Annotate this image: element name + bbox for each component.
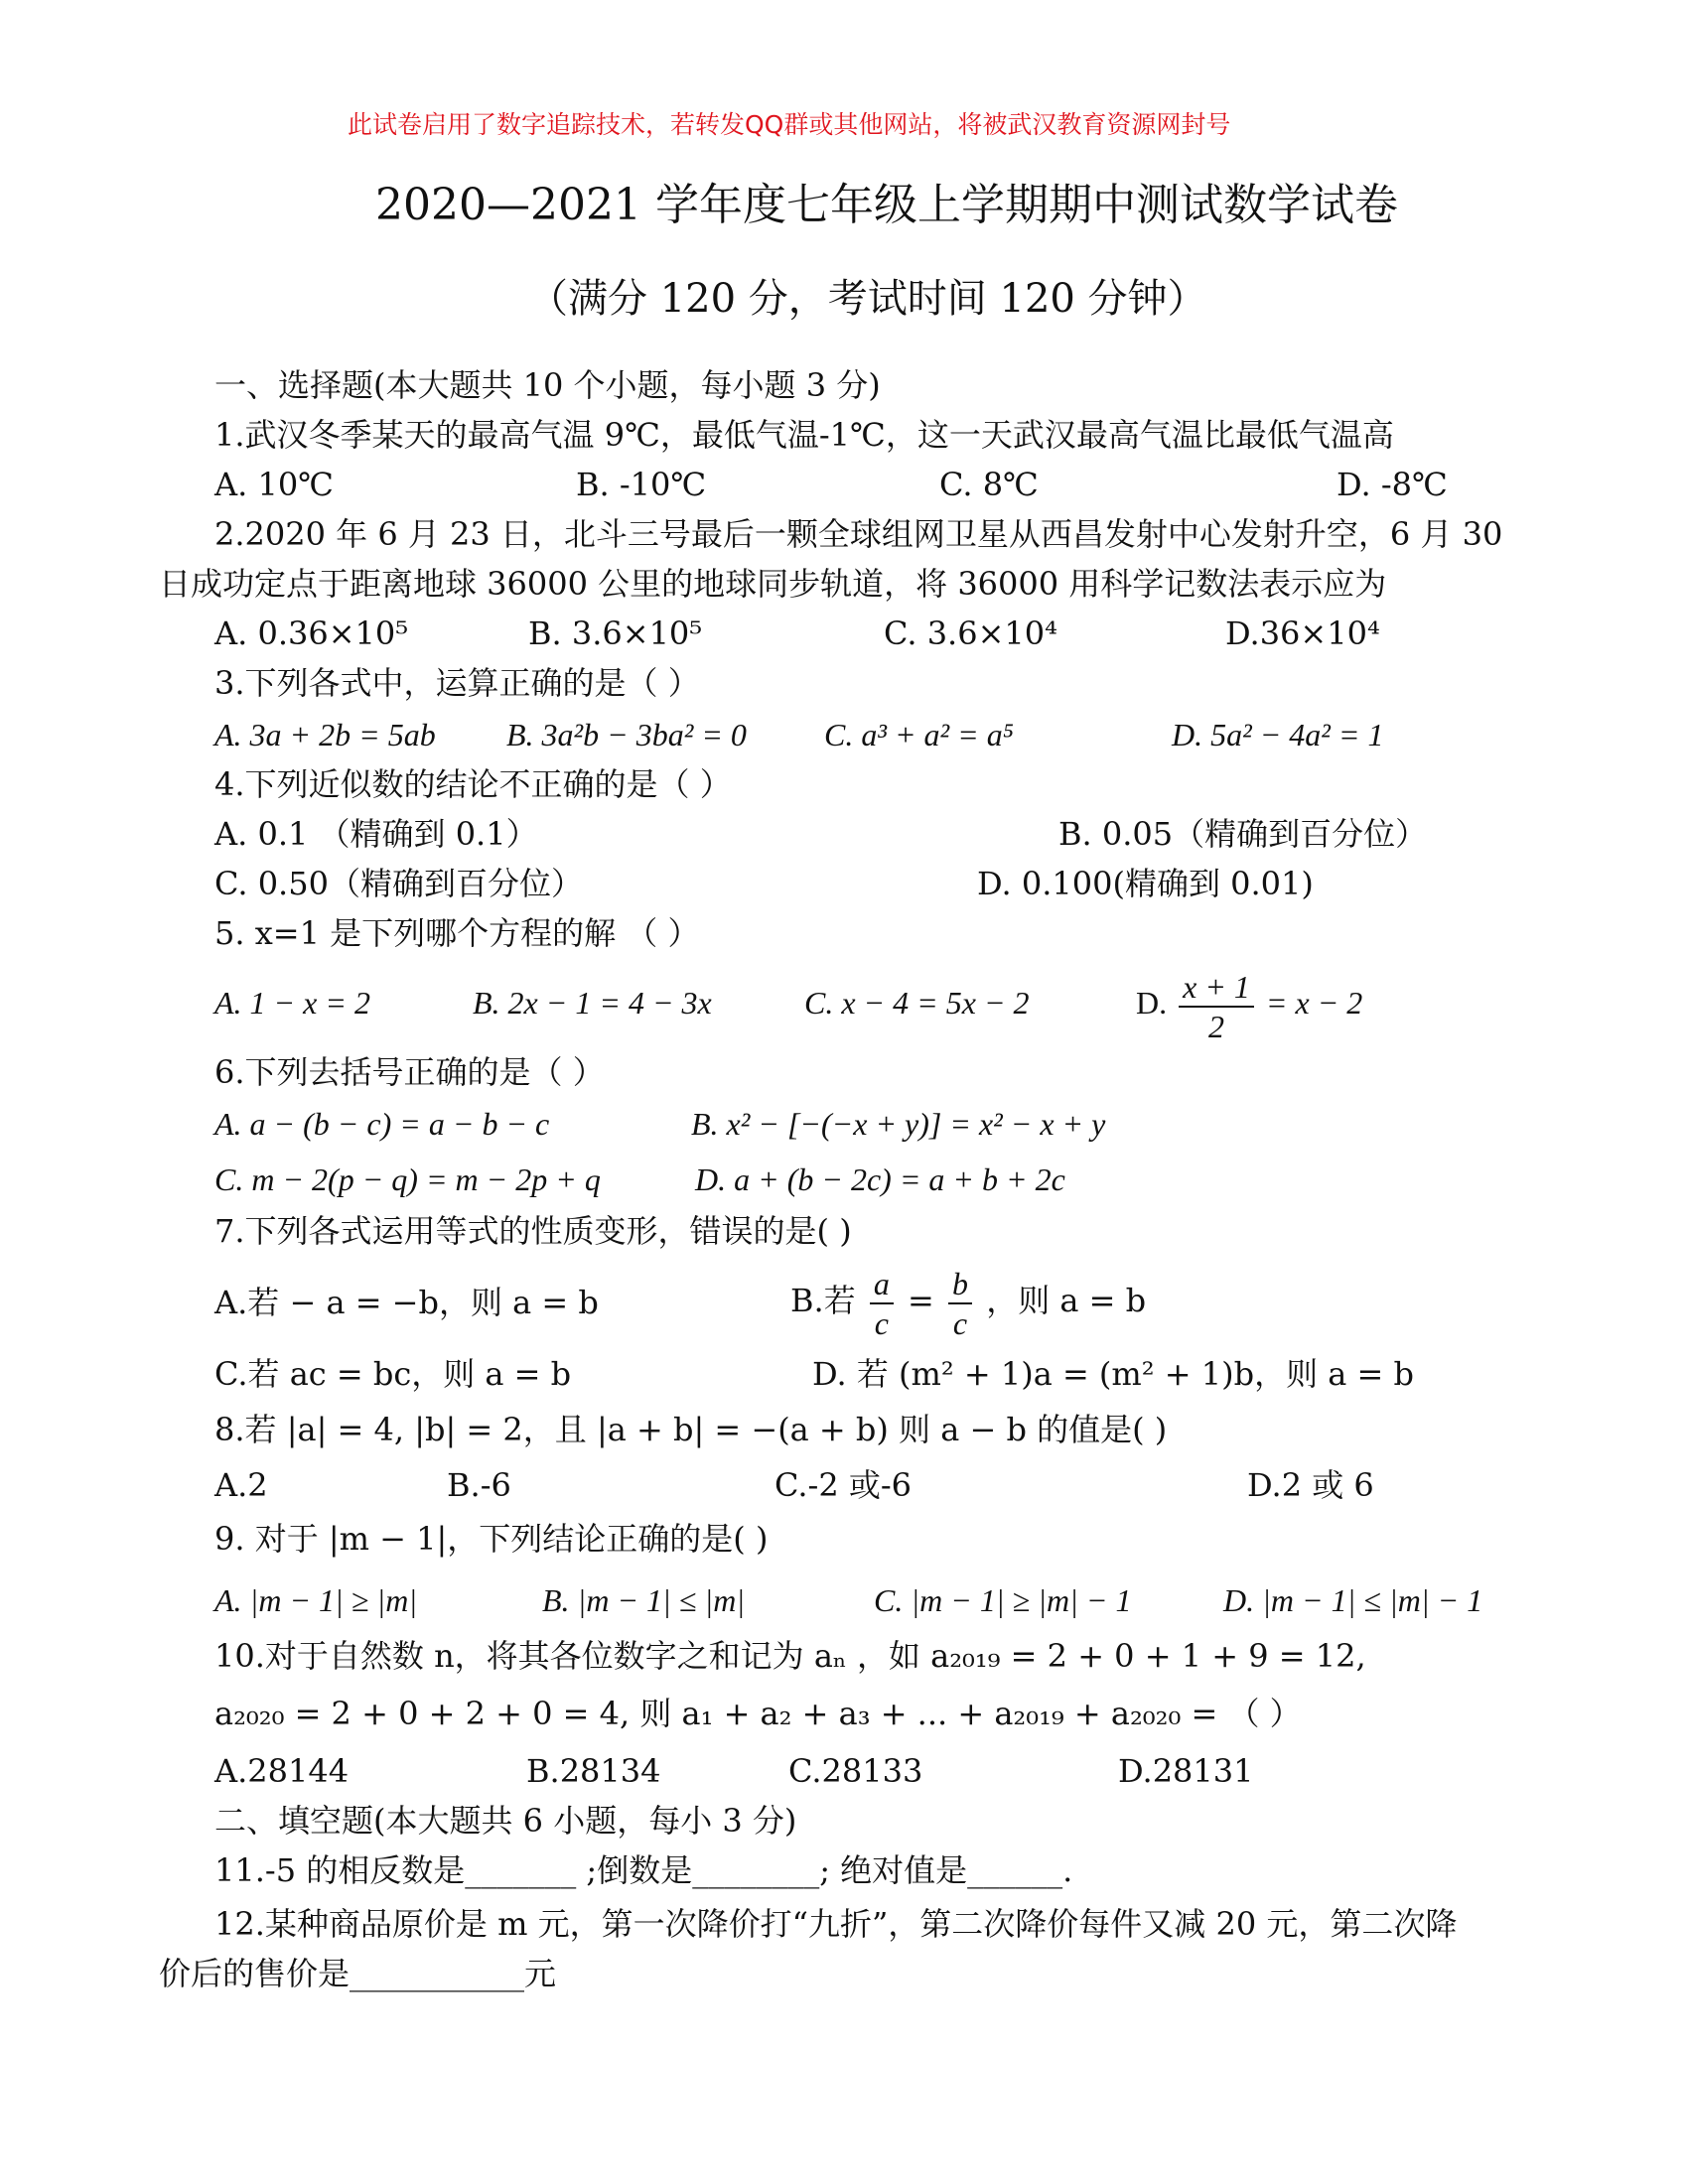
question-2-option-c: C. 3.6×10⁴ bbox=[884, 614, 1057, 652]
fraction-denominator: c bbox=[874, 1304, 889, 1341]
question-9-option-d: D. |m − 1| ≤ |m| − 1 bbox=[1223, 1582, 1483, 1618]
equation-rest: = x − 2 bbox=[1265, 985, 1363, 1021]
question-1-option-a: A. 10℃ bbox=[214, 466, 334, 503]
question-10-stem-line2: a₂₀₂₀ = 2 + 0 + 2 + 0 = 4, 则 a₁ + a₂ + a₃ + ... + a₂₀₁₉ + a₂₀₂₀ = （ ） bbox=[214, 1695, 1302, 1732]
question-6-option-d: D. a + (b − 2c) = a + b + 2c bbox=[695, 1161, 1065, 1197]
section-heading-fill-blank: 二、填空题(本大题共 6 小题，每小 3 分) bbox=[214, 1802, 797, 1840]
fraction bbox=[1179, 968, 1254, 1045]
question-7-option-b bbox=[790, 1257, 1146, 1344]
question-4-option-c: C. 0.50（精确到百分位） bbox=[214, 865, 583, 902]
question-1-option-b: B. -10℃ bbox=[576, 466, 707, 503]
fraction-numerator: a bbox=[870, 1265, 894, 1304]
question-8-option-b: B.-6 bbox=[447, 1466, 511, 1504]
question-4-stem: 4.下列近似数的结论不正确的是（ ） bbox=[214, 765, 732, 803]
question-9-option-c: C. |m − 1| ≥ |m| − 1 bbox=[874, 1582, 1132, 1618]
question-1-option-c: C. 8℃ bbox=[939, 466, 1039, 503]
fraction-numerator: x + 1 bbox=[1179, 968, 1254, 1008]
question-2-option-b: B. 3.6×10⁵ bbox=[528, 614, 703, 652]
question-11: 11.-5 的相反数是_______ ;倒数是________; 绝对值是______. bbox=[214, 1851, 1073, 1889]
equals-sign: = bbox=[908, 1282, 934, 1319]
question-8-option-a: A.2 bbox=[214, 1466, 268, 1504]
question-7-option-c: C.若 ac = bc，则 a = b bbox=[214, 1355, 572, 1393]
question-8-option-c: C.-2 或-6 bbox=[774, 1466, 913, 1504]
question-7-option-d: D. 若 (m² + 1)a = (m² + 1)b，则 a = b bbox=[812, 1355, 1414, 1393]
question-5-option-d bbox=[1136, 959, 1362, 1046]
conclusion: ，则 a = b bbox=[986, 1282, 1147, 1319]
question-5-option-a: A. 1 − x = 2 bbox=[214, 985, 370, 1021]
exam-title: 2020—2021 学年度七年级上学期期中测试数学试卷 bbox=[375, 180, 1398, 230]
question-6-option-c: C. m − 2(p − q) = m − 2p + q bbox=[214, 1161, 601, 1197]
question-1-stem: 1.武汉冬季某天的最高气温 9℃，最低气温-1℃，这一天武汉最高气温比最低气温高 bbox=[214, 416, 1394, 454]
question-4-option-a: A. 0.1 （精确到 0.1） bbox=[214, 815, 538, 853]
section-heading-choice: 一、选择题(本大题共 10 个小题，每小题 3 分) bbox=[214, 366, 881, 404]
fraction-numerator: b bbox=[948, 1265, 972, 1304]
question-5-option-b: B. 2x − 1 = 4 − 3x bbox=[473, 985, 712, 1021]
question-12-line2: 价后的售价是___________元 bbox=[159, 1955, 557, 1992]
question-7-stem: 7.下列各式运用等式的性质变形，错误的是( ) bbox=[214, 1212, 852, 1250]
question-8-stem: 8.若 |a| = 4, |b| = 2，且 |a + b| = −(a + b) 则 a − b 的值是( ) bbox=[214, 1411, 1168, 1448]
tracking-notice: 此试卷启用了数字追踪技术，若转发QQ群或其他网站，将被武汉教育资源网封号 bbox=[348, 110, 1231, 139]
question-6-option-a: A. a − (b − c) = a − b − c bbox=[214, 1106, 550, 1142]
fraction bbox=[948, 1265, 972, 1342]
question-1-option-d: D. -8℃ bbox=[1336, 466, 1448, 503]
question-2-stem-line2: 日成功定点于距离地球 36000 公里的地球同步轨道，将 36000 用科学记数法表示应为 bbox=[159, 565, 1387, 603]
question-10-option-c: C.28133 bbox=[788, 1752, 923, 1790]
question-6-stem: 6.下列去括号正确的是（ ） bbox=[214, 1053, 605, 1091]
question-10-stem-line1: 10.对于自然数 n，将其各位数字之和记为 aₙ ，如 a₂₀₁₉ = 2 + 0 + 1 + 9 = 12, bbox=[214, 1637, 1366, 1675]
question-6-option-b: B. x² − [−(−x + y)] = x² − x + y bbox=[691, 1106, 1106, 1142]
exam-subtitle: （满分 120 分，考试时间 120 分钟） bbox=[528, 276, 1207, 322]
question-3-stem: 3.下列各式中，运算正确的是（ ） bbox=[214, 664, 700, 702]
question-3-option-b: B. 3a²b − 3ba² = 0 bbox=[506, 717, 747, 752]
question-8-option-d: D.2 或 6 bbox=[1247, 1466, 1374, 1504]
question-10-option-a: A.28144 bbox=[214, 1752, 350, 1790]
question-10-option-b: B.28134 bbox=[526, 1752, 661, 1790]
question-5-option-c: C. x − 4 = 5x − 2 bbox=[804, 985, 1030, 1021]
question-2-option-a: A. 0.36×10⁵ bbox=[214, 614, 409, 652]
question-7-option-a: A.若 − a = −b，则 a = b bbox=[214, 1284, 599, 1321]
fraction-denominator: c bbox=[952, 1304, 968, 1341]
fraction-denominator: 2 bbox=[1208, 1008, 1224, 1044]
question-5-stem: 5. x=1 是下列哪个方程的解 （ ） bbox=[214, 914, 700, 952]
question-3-option-c: C. a³ + a² = a⁵ bbox=[824, 717, 1014, 752]
question-9-stem: 9. 对于 |m − 1|，下列结论正确的是( ) bbox=[214, 1520, 769, 1558]
question-3-option-a: A. 3a + 2b = 5ab bbox=[214, 717, 436, 752]
fraction bbox=[870, 1265, 894, 1342]
question-4-option-b: B. 0.05（精确到百分位） bbox=[1058, 815, 1428, 853]
question-4-option-d: D. 0.100(精确到 0.01) bbox=[977, 865, 1314, 902]
question-9-option-a: A. |m − 1| ≥ |m| bbox=[214, 1582, 418, 1618]
question-12-line1: 12.某种商品原价是 m 元，第一次降价打“九折”，第二次降价每件又减 20 元，第二次降 bbox=[214, 1905, 1458, 1943]
question-2-stem-line1: 2.2020 年 6 月 23 日，北斗三号最后一颗全球组网卫星从西昌发射中心发射升空，6 月 30 bbox=[214, 515, 1503, 553]
question-9-option-b: B. |m − 1| ≤ |m| bbox=[542, 1582, 746, 1618]
question-2-option-d: D.36×10⁴ bbox=[1225, 614, 1380, 652]
question-10-option-d: D.28131 bbox=[1118, 1752, 1254, 1790]
question-3-option-d: D. 5a² − 4a² = 1 bbox=[1172, 717, 1384, 752]
option-label: D. bbox=[1136, 985, 1168, 1021]
option-label: B.若 bbox=[790, 1282, 856, 1319]
